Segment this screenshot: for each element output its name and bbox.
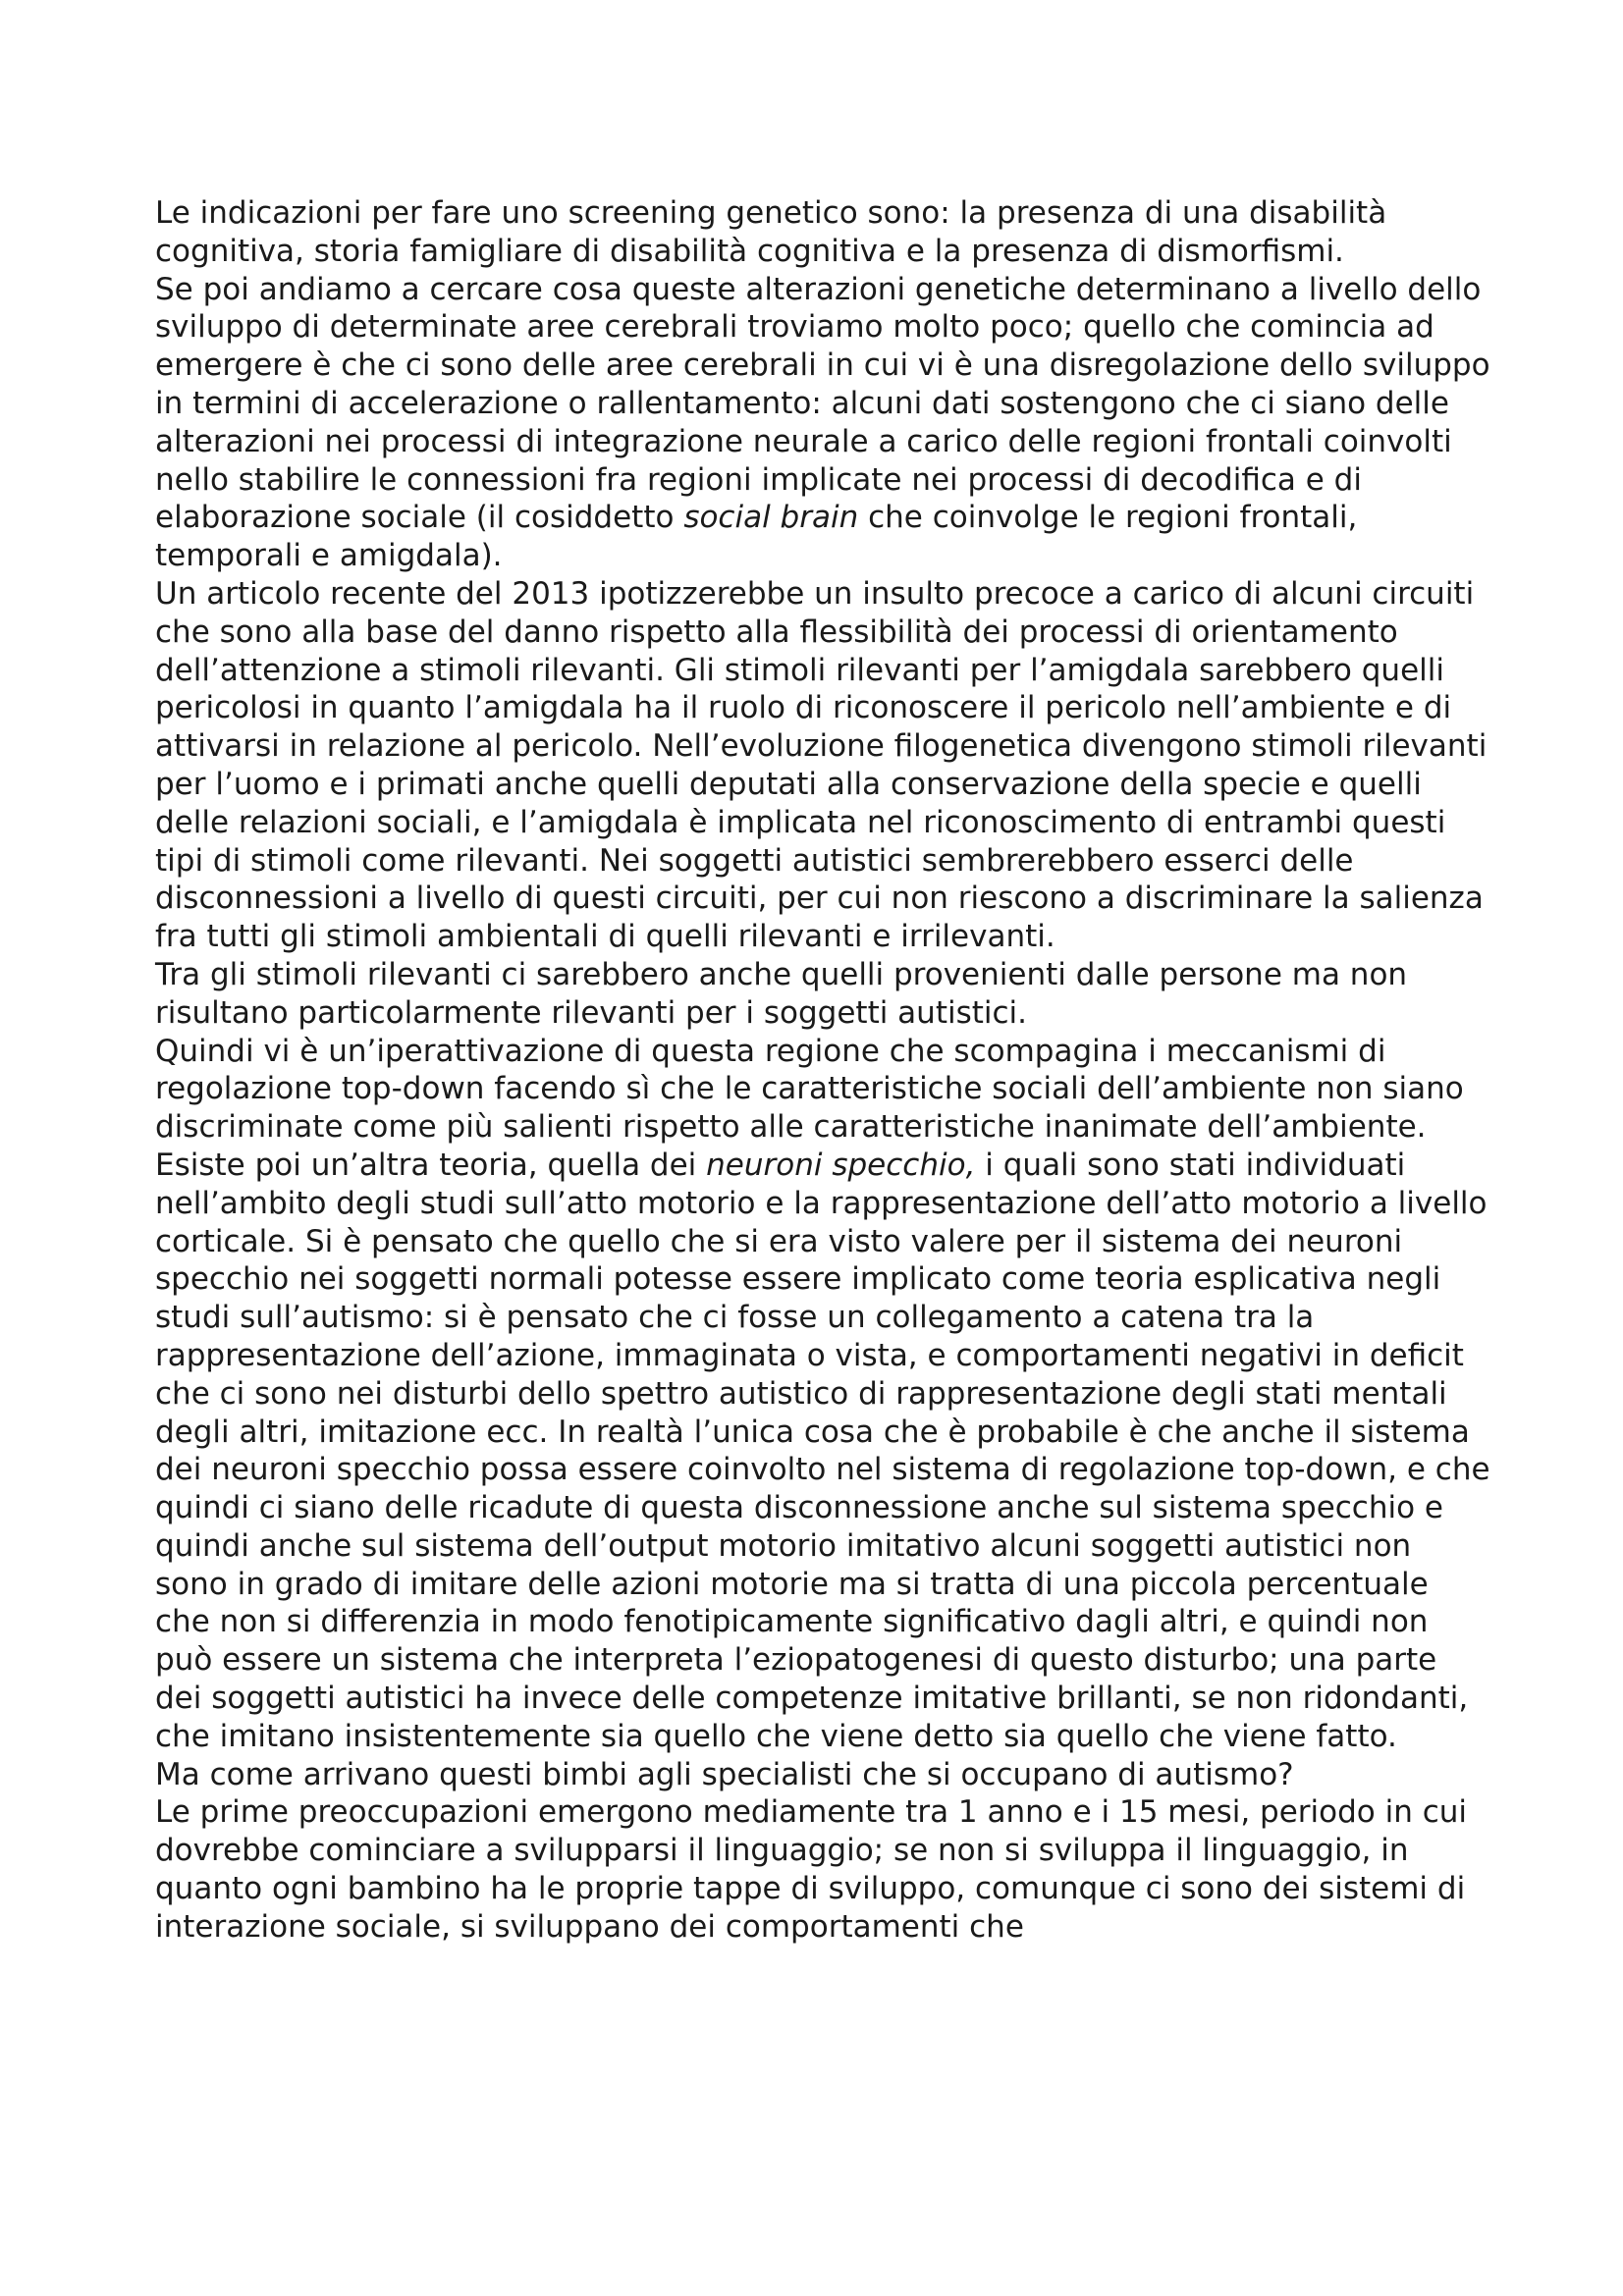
paragraph-hyperactivation xyxy=(155,1033,1490,1147)
paragraph-relevant-stimuli xyxy=(155,956,1490,1033)
paragraph-screening-indications xyxy=(155,194,1490,271)
paragraph-text: Quindi vi è un’iperattivazione di questa regione che scompagina i meccanismi di regolazione top-down facendo sì che le caratteristiche sociali dell’ambiente non siano discriminate come più salienti rispetto alle caratteristiche inanimate dell’ambiente. xyxy=(155,1033,1464,1146)
italic-term-social-brain: social brain xyxy=(683,500,859,536)
paragraph-text: Ma come arrivano questi bimbi agli specialisti che si occupano di autismo? xyxy=(155,1756,1294,1792)
paragraph-mirror-neurons xyxy=(155,1147,1490,1756)
paragraph-text: Le prime preoccupazioni emergono mediamente tra 1 anno e i 15 mesi, periodo in cui dovrebbe cominciare a svilupparsi il linguaggio; se non si sviluppa il linguaggio, in quanto ogni bambino ha le proprie tappe di sviluppo, comunque ci sono dei sistemi di interazione sociale, si sviluppano dei comportamenti che xyxy=(155,1794,1468,1945)
paragraph-text: che coinvolge le regioni frontali, temporali e amigdala). xyxy=(155,500,1358,574)
paragraph-text: Esiste poi un’altra teoria, quella dei xyxy=(155,1147,707,1183)
paragraph-amygdala-article xyxy=(155,575,1490,956)
italic-term-mirror-neurons: neuroni specchio, xyxy=(706,1147,976,1183)
paragraph-text: i quali sono stati individuati nell’ambito degli studi sull’atto motorio e la rappresentazione dell’atto motorio a livello corticale. Si è pensato che quello che si era visto valere per il sistema dei neuroni specchio nei soggetti normali potesse essere implicato come teoria esplicativa negli studi sull’autismo: si è pensato che ci fosse un collegamento a catena tra la rappresentazione dell’azione, immaginata o vista, e comportamenti negativi in deficit che ci sono nei disturbi dello spettro autistico di rappresentazione degli stati mentali degli altri, imitazione ecc. In realtà l’unica cosa che è probabile è che anche il sistema dei neuroni specchio possa essere coinvolto nel sistema di regolazione top-down, e che quindi ci siano delle ricadute di questa disconnessione anche sul sistema specchio e quindi anche sul sistema dell’output motorio imitativo alcuni soggetti autistici non sono in grado di imitare delle azioni motorie ma si tratta di una piccola percentuale che non si differenzia in modo fenotipicamente significativo dagli altri, e quindi non può essere un sistema che interpreta l’eziopatogenesi di questo disturbo; una parte dei soggetti autistici ha invece delle competenze imitative brillanti, se non ridondanti, che imitano insistentemente sia quello che viene detto sia quello che viene fatto. xyxy=(155,1147,1490,1754)
paragraph-brain-development xyxy=(155,271,1490,575)
paragraph-text: Tra gli stimoli rilevanti ci sarebbero anche quelli provenienti dalle persone ma non risultano particolarmente rilevanti per i soggetti autistici. xyxy=(155,956,1408,1031)
document-body xyxy=(155,194,1490,1947)
paragraph-question-specialists xyxy=(155,1756,1490,1794)
paragraph-text: Se poi andiamo a cercare cosa queste alterazioni genetiche determinano a livello dello sviluppo di determinate aree cerebrali troviamo molto poco; quello che comincia ad emergere è che ci sono delle aree cerebrali in cui vi è una disregolazione dello sviluppo in termini di accelerazione o rallentamento: alcuni dati sostengono che ci siano delle alterazioni nei processi di integrazione neurale a carico delle regioni frontali coinvolti nello stabilire le connessioni fra regioni implicate nei processi di decodifica e di elaborazione sociale (il cosiddetto xyxy=(155,271,1490,536)
paragraph-first-concerns xyxy=(155,1793,1490,1946)
paragraph-text: Un articolo recente del 2013 ipotizzerebbe un insulto precoce a carico di alcuni circuiti che sono alla base del danno rispetto alla flessibilità dei processi di orientamento dell’attenzione a stimoli rilevanti. Gli stimoli rilevanti per l’amigdala sarebbero quelli pericolosi in quanto l’amigdala ha il ruolo di riconoscere il pericolo nell’ambiente e di attivarsi in relazione al pericolo. Nell’evoluzione filogenetica divengono stimoli rilevanti per l’uomo e i primati anche quelli deputati alla conservazione della specie e quelli delle relazioni sociali, e l’amigdala è implicata nel riconoscimento di entrambi questi tipi di stimoli come rilevanti. Nei soggetti autistici sembrerebbero esserci delle disconnessioni a livello di questi circuiti, per cui non riescono a discriminare la salienza fra tutti gli stimoli ambientali di quelli rilevanti e irrilevanti. xyxy=(155,575,1488,955)
paragraph-text: Le indicazioni per fare uno screening genetico sono: la presenza di una disabilità cognitiva, storia famigliare di disabilità cognitiva e la presenza di dismorfismi. xyxy=(155,195,1387,269)
